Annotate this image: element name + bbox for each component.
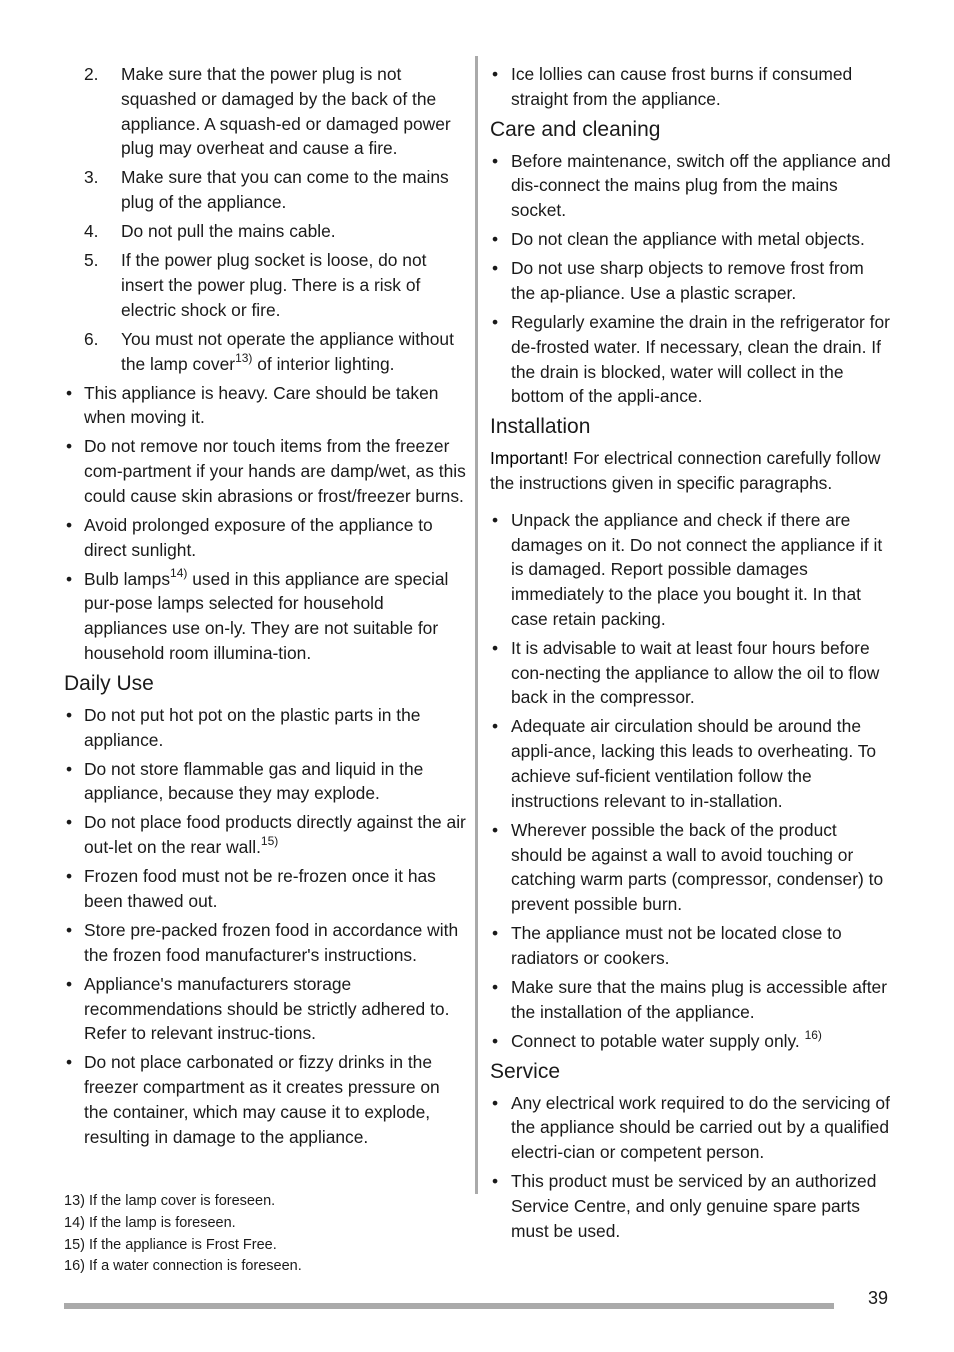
bullet-item: • Do not place food products directly against the air out-let on the rear wall.$^{15)}$ — [66, 812, 466, 858]
bullet-icon: • — [492, 819, 499, 840]
bullet-icon: • — [492, 311, 499, 332]
bullet-item: • Do not remove nor touch items from the freezer com-partment if your hands are damp/wet, as this could cause skin abrasions or frost/freezer burns. — [66, 436, 466, 506]
bullet-item: • Before maintenance, switch off the appliance and dis-connect the mains plug from the mains socket. — [492, 150, 891, 221]
section-heading-installation: Installation — [490, 415, 591, 439]
bullet-icon: • — [66, 382, 73, 403]
bullet-item: • Do not clean the appliance with metal objects. — [490, 227, 892, 252]
bullet-item: • Adequate air circulation should be around the appli-ance, lacking this leads to overheating. To achieve suf-ficient ventilation follow the instructions relevant to in-stallation. — [492, 716, 877, 811]
bullet-icon: • — [66, 436, 73, 457]
bullet-icon: • — [492, 1092, 499, 1113]
left-column — [64, 62, 466, 1154]
numbered-item-6: 6. You must not operate the appliance without the lamp cover$^{13)}$ of interior lighting. — [84, 328, 454, 374]
footnote-ref-15: 15) — [260, 834, 279, 849]
numbered-item-5: 5. If the power plug socket is loose, do not insert the power plug. There is a risk of electric shock or fire. — [84, 250, 427, 320]
important-note: Important! For electrical connection carefully follow the instructions given in specific paragraphs. — [490, 448, 881, 493]
bullet-icon: • — [492, 509, 499, 530]
numbered-item-3: 3. Make sure that you can come to the mains plug of the appliance. — [84, 167, 449, 213]
bullet-icon: • — [492, 716, 499, 737]
numbered-item-2: 2. Make sure that the power plug is not squashed or damaged by the back of the appliance. A squash-ed or damaged power plug may overheat and cause a fire. — [84, 64, 451, 159]
section-heading-care-and-cleaning: Care and cleaning — [490, 117, 661, 141]
bullet-item: • Make sure that the mains plug is accessible after the installation of the appliance. — [492, 977, 888, 1022]
bullet-item: • This appliance is heavy. Care should be taken when moving it. — [66, 382, 439, 428]
bullet-icon: • — [66, 973, 73, 994]
footnote-14: 14) If the lamp is foreseen. — [64, 1214, 236, 1231]
page-number: 39 — [868, 1288, 889, 1308]
footnotes — [64, 1191, 302, 1278]
bullet-icon: • — [492, 1171, 499, 1192]
bullet-icon: • — [66, 758, 73, 779]
bullet-item: • Frozen food must not be re-frozen once it has been thawed out. — [66, 866, 436, 911]
bullet-item: • Regularly examine the drain in the refrigerator for de-frosted water. If necessary, clean the drain. If the drain is blocked, water will collect in the bottom of the appli-ance. — [492, 311, 890, 407]
bullet-icon: • — [66, 919, 73, 940]
footnote-ref-14: 14) — [170, 565, 188, 580]
bullet-icon: • — [492, 258, 499, 279]
bullet-item: • Store pre-packed frozen food in accordance with the frozen food manufacturer's instructions. — [66, 919, 459, 965]
bullet-icon: • — [492, 150, 499, 171]
bullet-item: • Connect to potable water supply only. $^{16)}$ — [490, 1029, 892, 1054]
bullet-icon: • — [492, 637, 499, 658]
footnote-15: 15) If the appliance is Frost Free. — [64, 1236, 277, 1253]
footnote-13: 13) If the lamp cover is foreseen. — [64, 1193, 276, 1209]
footnote-ref-13: 13) — [235, 350, 253, 365]
footnote-ref-16: 16) — [804, 1027, 822, 1042]
bullet-item: • This product must be serviced by an authorized Service Centre, and only genuine spare parts must be used. — [492, 1171, 877, 1241]
bullet-item: • Wherever possible the back of the product should be against a wall to avoid touching or catching warm parts (compressor, condenser) to prevent possible burn. — [492, 819, 884, 915]
footer-rule — [64, 1303, 834, 1309]
bullet-icon: • — [492, 229, 499, 250]
section-heading-service: Service — [490, 1059, 561, 1083]
bullet-item: • Ice lollies can cause frost burns if consumed straight from the appliance. — [492, 64, 853, 109]
bullet-item: • It is advisable to wait at least four hours before con-necting the appliance to allow the oil to flow back in the compressor. — [492, 637, 880, 708]
bullet-item: • Do not put hot pot on the plastic parts in the appliance. — [66, 704, 421, 750]
bullet-item: • Bulb lamps$^{14)}$ used in this appliance are special pur-pose lamps selected for household appliances use on-ly. They are not suitable for household room illumina-tion. — [66, 565, 449, 664]
bullet-icon: • — [492, 977, 499, 997]
bullet-icon: • — [492, 923, 499, 944]
column-divider — [475, 56, 478, 1194]
bullet-item: • Any electrical work required to do the servicing of the appliance should be carried out by a qualified electri-cian or competent person. — [492, 1092, 890, 1163]
bullet-item: • Unpack the appliance and check if there are damages on it. Do not connect the appliance if it is damaged. Report possible damages immediately to the place you bought it. In that case retain packing. — [492, 509, 883, 629]
bullet-item: • Appliance's manufacturers storage recommendations should be strictly adhered to. Refer to relevant instruc-tions. — [66, 973, 450, 1044]
bullet-item: • Do not place carbonated or fizzy drinks in the freezer compartment as it creates pressure on the container, which may cause it to explode, resulting in damage to the appliance. — [66, 1052, 440, 1147]
bullet-item: • The appliance must not be located close to radiators or cookers. — [492, 923, 842, 969]
bullet-icon: • — [66, 866, 73, 887]
bullet-icon: • — [66, 704, 73, 725]
bullet-icon: • — [492, 1030, 499, 1051]
bullet-icon: • — [492, 64, 499, 84]
important-label: Important! — [490, 448, 569, 469]
bullet-item: • Do not store flammable gas and liquid in the appliance, because they may explode. — [66, 758, 424, 804]
bullet-icon: • — [66, 514, 73, 535]
numbered-item-4: 4. Do not pull the mains cable. — [84, 221, 336, 242]
bullet-item: • Avoid prolonged exposure of the appliance to direct sunlight. — [66, 514, 433, 560]
bullet-icon: • — [66, 812, 73, 833]
footnote-16: 16) If a water connection is foreseen. — [64, 1258, 302, 1275]
right-column — [490, 62, 892, 1248]
bullet-item: • Do not use sharp objects to remove frost from the ap-pliance. Use a plastic scraper. — [492, 258, 864, 303]
bullet-icon: • — [66, 1052, 73, 1073]
bullet-icon: • — [66, 568, 73, 589]
section-heading-daily-use: Daily Use — [64, 671, 154, 695]
